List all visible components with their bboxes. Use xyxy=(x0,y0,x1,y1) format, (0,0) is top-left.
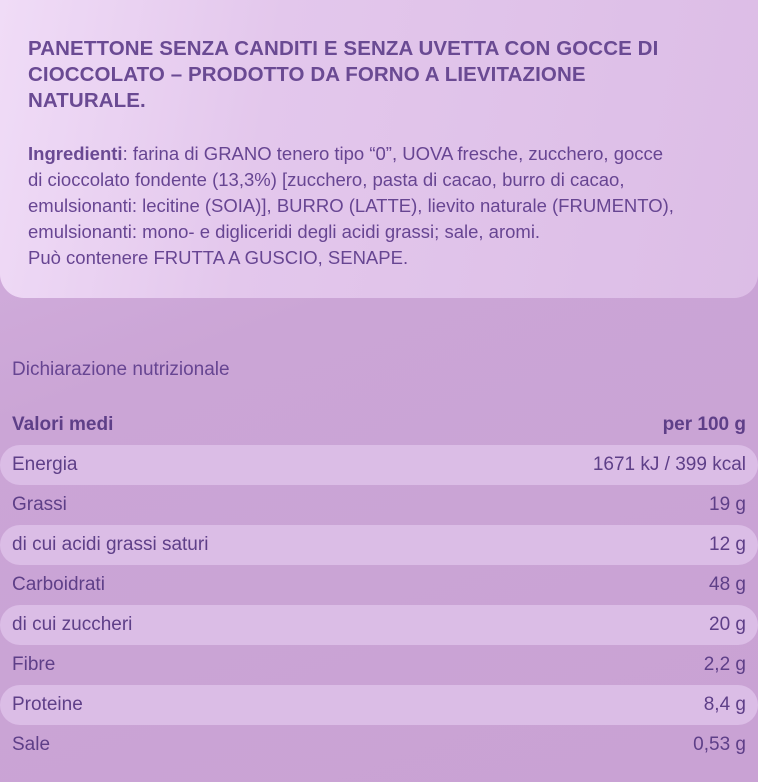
row-value: 48 g xyxy=(709,574,746,595)
row-value: 1671 kJ / 399 kcal xyxy=(592,454,746,475)
ingredients-line: emulsionanti: mono- e digliceridi degli acidi grassi; sale, aromi. xyxy=(28,221,541,242)
nutrition-row-proteine xyxy=(0,685,758,725)
row-value: 8,4 g xyxy=(703,694,746,715)
ingredients-text xyxy=(28,141,748,271)
nutrition-row-carboidrati xyxy=(0,565,758,605)
nutrition-section-title: Dichiarazione nutrizionale xyxy=(12,359,230,380)
row-label: di cui acidi grassi saturi xyxy=(12,534,209,555)
nutrition-row-fibre xyxy=(0,645,758,685)
nutrition-row-sale xyxy=(0,725,758,765)
row-label: Grassi xyxy=(12,494,67,515)
ingredients-line: di cioccolato fondente (13,3%) [zucchero, pasta di cacao, burro di cacao, xyxy=(28,169,625,190)
title-line: CIOCCOLATO – PRODOTTO DA FORNO A LIEVITAZIONE xyxy=(28,63,586,86)
row-label: di cui zuccheri xyxy=(12,614,133,635)
row-label: Proteine xyxy=(12,694,83,715)
nutrition-row-zuccheri xyxy=(0,605,758,645)
nutrition-row-grassi xyxy=(0,485,758,525)
row-label: Carboidrati xyxy=(12,574,105,595)
ingredients-card xyxy=(0,0,758,298)
ingredients-label: Ingredienti xyxy=(28,143,123,164)
title-line: PANETTONE SENZA CANDITI E SENZA UVETTA CON GOCCE DI xyxy=(28,37,659,60)
nutrition-row-saturi xyxy=(0,525,758,565)
allergen-note: Può contenere FRUTTA A GUSCIO, SENAPE. xyxy=(28,247,409,268)
row-value: 19 g xyxy=(709,494,746,515)
row-label: Fibre xyxy=(12,654,56,675)
row-value: 12 g xyxy=(709,534,746,555)
product-title xyxy=(28,36,728,114)
row-label: Sale xyxy=(12,734,51,755)
nutrition-table xyxy=(0,405,758,765)
header-label: Valori medi xyxy=(12,414,114,435)
header-value: per 100 g xyxy=(662,414,746,435)
row-value: 0,53 g xyxy=(693,734,746,755)
title-line: NATURALE. xyxy=(28,89,146,112)
nutrition-header-row xyxy=(0,405,758,445)
ingredients-line: : farina di GRANO tenero tipo “0”, UOVA fresche, zucchero, gocce xyxy=(122,143,664,164)
nutrition-row-energia xyxy=(0,445,758,485)
row-value: 20 g xyxy=(709,614,746,635)
row-label: Energia xyxy=(12,454,78,475)
ingredients-line: emulsionanti: lecitine (SOIA)], BURRO (LATTE), lievito naturale (FRUMENTO), xyxy=(28,195,674,216)
row-value: 2,2 g xyxy=(703,654,746,675)
